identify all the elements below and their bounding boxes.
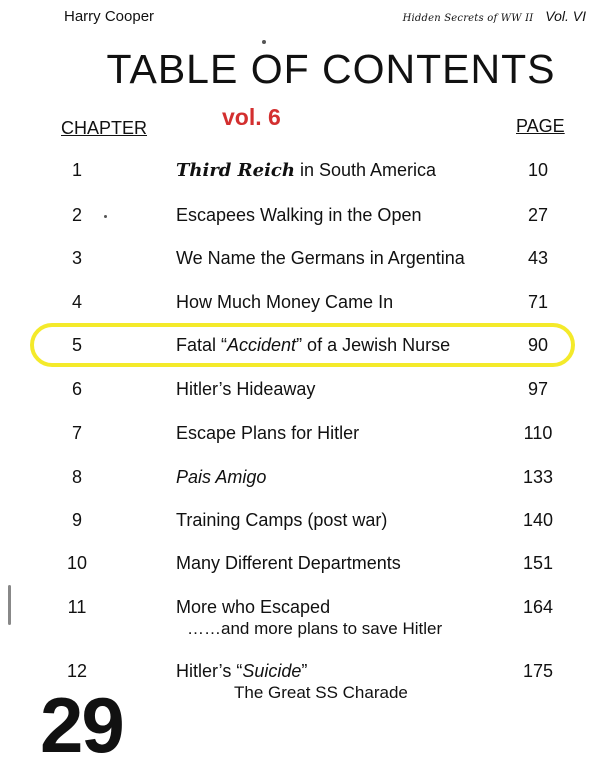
chapter-subtitle: The Great SS Charade [234, 683, 408, 702]
scan-speck [104, 215, 107, 218]
chapter-number: 7 [71, 423, 82, 443]
chapter-title: We Name the Germans in Argentina [176, 248, 465, 268]
chapter-number: 12 [66, 661, 88, 681]
page-title: TABLE OF CONTENTS [106, 46, 556, 92]
chapter-subtitle: ……and more plans to save Hitler [187, 619, 443, 638]
toc-row-7[interactable] [0, 423, 600, 453]
toc-row-3[interactable] [0, 248, 600, 278]
toc-row-6[interactable] [0, 379, 600, 409]
chapter-title-emphasis: Accident [227, 335, 297, 355]
toc-row-1[interactable] [0, 160, 600, 190]
chapter-title-part: Fatal “ [176, 335, 228, 355]
page-number: 29 [40, 681, 123, 769]
chapter-page: 133 [522, 467, 554, 487]
volume-badge: vol. 6 [222, 104, 281, 130]
volume-label: Vol. VI [545, 8, 586, 24]
chapter-page: 71 [527, 292, 549, 312]
chapter-title: Pais Amigo [176, 467, 267, 487]
chapter-title: Training Camps (post war) [176, 510, 388, 530]
chapter-page: 164 [522, 597, 554, 617]
chapter-title: Escape Plans for Hitler [176, 423, 360, 443]
page-column-header: PAGE [516, 116, 565, 136]
chapter-number: 2 [71, 205, 82, 225]
chapter-number: 6 [71, 379, 82, 399]
toc-row-8[interactable] [0, 467, 600, 497]
chapter-title: Hitler’s Hideaway [176, 379, 316, 399]
chapter-page: 90 [527, 335, 549, 355]
chapter-page: 140 [522, 510, 554, 530]
chapter-number: 10 [66, 553, 88, 573]
series-title: Hidden Secrets of WW II [402, 13, 534, 24]
chapter-title [176, 335, 450, 356]
chapter-title-blackletter: Third Reich [176, 160, 295, 181]
scan-speck [262, 40, 266, 44]
chapter-column-header: CHAPTER [61, 118, 148, 138]
chapter-title: How Much Money Came In [176, 292, 394, 312]
chapter-title-part: ” of a Jewish Nurse [296, 335, 451, 355]
chapter-title-rest: in South America [294, 160, 437, 180]
chapter-number: 5 [71, 335, 82, 355]
chapter-number: 4 [71, 292, 82, 312]
chapter-number: 8 [71, 467, 82, 487]
chapter-page: 10 [527, 160, 549, 180]
toc-row-10[interactable] [0, 553, 600, 583]
chapter-number: 11 [67, 597, 87, 617]
toc-row-11[interactable] [0, 597, 600, 645]
chapter-page: 175 [522, 661, 554, 681]
toc-row-5[interactable] [0, 335, 600, 365]
chapter-page: 97 [527, 379, 549, 399]
chapter-page: 43 [527, 248, 549, 268]
chapter-title [176, 160, 436, 181]
chapter-title [176, 661, 307, 682]
author-name: Harry Cooper [64, 8, 155, 25]
chapter-title: Many Different Departments [176, 553, 401, 573]
chapter-title: Escapees Walking in the Open [176, 205, 422, 225]
scan-speck [8, 585, 11, 625]
chapter-title-part: ” [301, 661, 308, 681]
toc-row-4[interactable] [0, 292, 600, 322]
chapter-title-emphasis: Suicide [242, 661, 302, 681]
toc-row-2[interactable] [0, 205, 600, 235]
chapter-page: 151 [522, 553, 554, 573]
chapter-number: 9 [71, 510, 82, 530]
chapter-title: More who Escaped [176, 597, 331, 617]
chapter-page: 27 [527, 205, 549, 225]
chapter-number: 3 [71, 248, 82, 268]
chapter-number: 1 [71, 160, 82, 180]
toc-row-9[interactable] [0, 510, 600, 540]
chapter-page: 110 [523, 423, 553, 443]
chapter-title-part: Hitler’s “ [176, 661, 243, 681]
series-header [403, 8, 586, 24]
